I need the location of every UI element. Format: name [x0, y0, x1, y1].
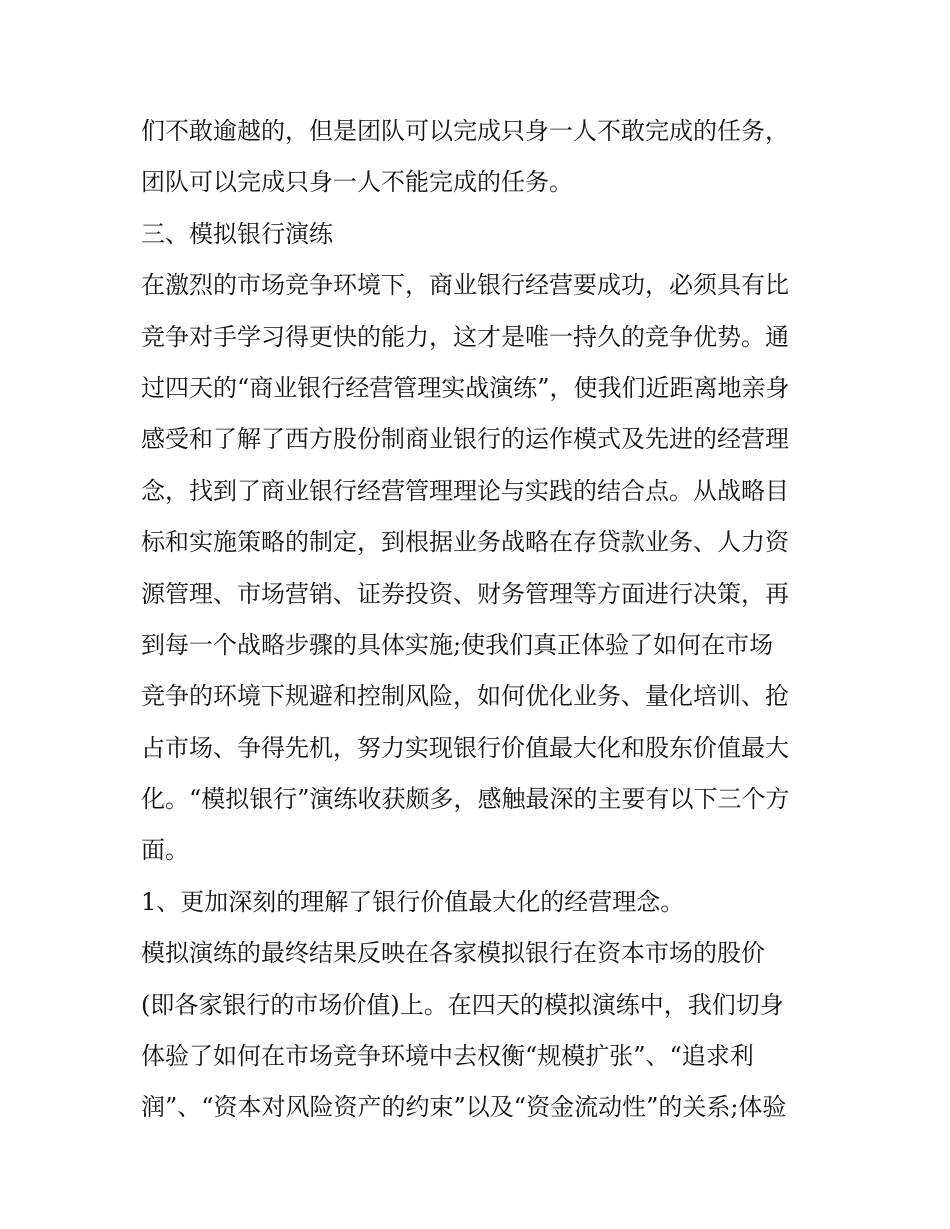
section-heading: 三、模拟银行演练: [141, 219, 333, 248]
text-line: 在激烈的市场竞争环境下，商业银行经营要成功，必须具有比: [141, 271, 789, 300]
text-line: 们不敢逾越的，但是团队可以完成只身一人不敢完成的任务，: [141, 117, 789, 145]
text-line: 团队可以完成只身一人不能完成的任务。: [141, 168, 573, 197]
text-line: 占市场、争得先机，努力实现银行价值最大化和股东价值最大: [141, 733, 789, 762]
text-line: 体验了如何在市场竞争环境中去权衡“规模扩张”、“追求利: [141, 1042, 754, 1071]
subheading: 1、更加深刻的理解了银行价值最大化的经营理念。: [141, 887, 685, 916]
body-text: [141, 106, 821, 1134]
text-line: 源管理、市场营销、证券投资、财务管理等方面进行决策，再: [141, 579, 789, 608]
text-line: 竞争的环境下规避和控制风险，如何优化业务、量化培训、抢: [141, 682, 789, 711]
text-line: 感受和了解了西方股份制商业银行的运作模式及先进的经营理: [141, 425, 789, 454]
text-line: 竞争对手学习得更快的能力，这才是唯一持久的竞争优势。通: [141, 322, 789, 351]
text-line: 模拟演练的最终结果反映在各家模拟银行在资本市场的股价: [141, 939, 765, 968]
text-line: 过四天的“商业银行经营管理实战演练”，使我们近距离地亲身: [141, 373, 790, 402]
text-line: 面。: [141, 836, 189, 865]
text-line: 润”、“资本对风险资产的约束”以及“资金流动性”的关系;体验: [141, 1093, 787, 1122]
text-line: 标和实施策略的制定，到根据业务战略在存贷款业务、人力资: [141, 528, 789, 557]
text-line: 化。“模拟银行”演练收获颇多，感触最深的主要有以下三个方: [141, 785, 790, 814]
text-line: 念，找到了商业银行经营管理理论与实践的结合点。从战略目: [141, 476, 789, 505]
text-line: 到每一个战略步骤的具体实施;使我们真正体验了如何在市场: [141, 630, 774, 659]
text-line: (即各家银行的市场价值)上。在四天的模拟演练中，我们切身: [141, 990, 784, 1019]
